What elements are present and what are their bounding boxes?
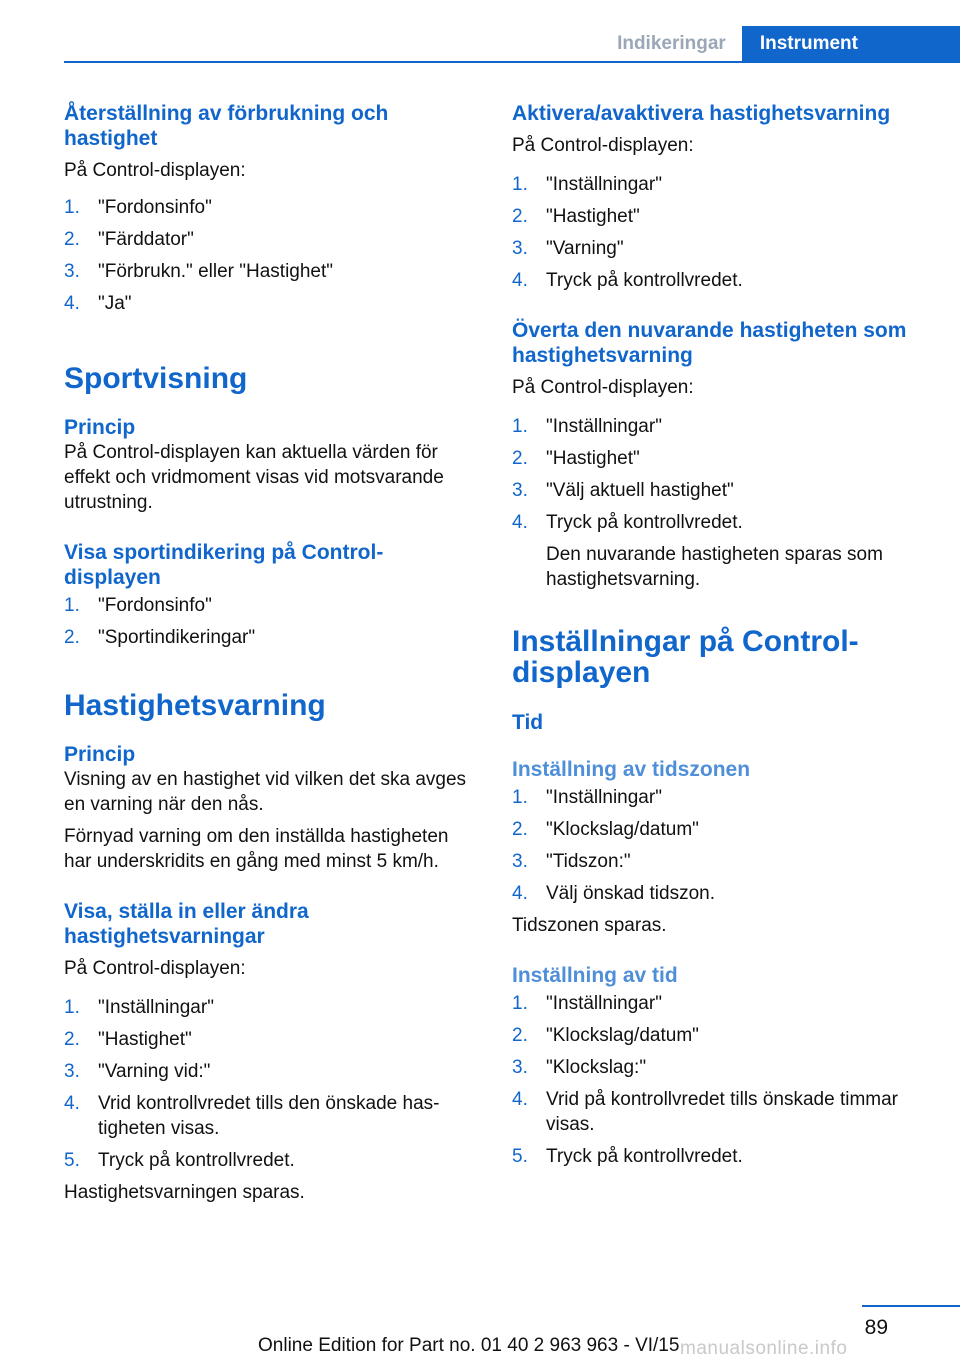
step-text: Tryck på kontrollvredet. [546,1146,743,1167]
take-steps [512,414,922,535]
list-item [64,593,468,618]
list-item [512,1144,922,1169]
step-text: "Fordonsinfo" [98,595,212,616]
list-item [512,236,922,261]
settings-title: Inställningar på Control-displayen [512,625,859,689]
step-number: 3. [64,1061,80,1082]
list-item [64,625,468,650]
list-item [64,1059,468,1084]
step-number: 2. [512,1025,528,1046]
step-number: 3. [64,261,80,282]
step-number: 2. [64,627,80,648]
edition-text: Online Edition for Part no. 01 40 2 963 963 - VI/15 [258,1335,680,1356]
step-text: "Hastighet" [98,1029,192,1050]
step-text: "Hastighet" [546,206,640,227]
hv-set-heading: Visa, ställa in eller ändra hastighetsvarningar [64,900,309,948]
hv-princip-heading: Princip [64,743,136,766]
hv-set-intro: På Control-displayen: [64,958,246,979]
step-number: 4. [512,1089,528,1110]
step-text: Tryck på kontrollvredet. [546,270,743,291]
list-item [512,785,922,810]
step-number: 5. [512,1146,528,1167]
list-item [512,172,922,197]
list-item [64,1091,468,1141]
left-column [64,101,468,1205]
step-text: "Färddator" [98,229,194,250]
list-item [64,1027,468,1052]
tz-steps [512,785,922,906]
header-rule [64,61,960,63]
list-item [512,268,922,293]
step-number: 4. [64,293,80,314]
list-item [64,291,468,316]
sport-show-heading: Visa sportindikering på Control-displayen [64,541,384,589]
step-text: Vrid på kontrollvredet tills önskade timmar visas. [546,1089,898,1135]
step-number: 1. [512,416,528,437]
list-item [512,881,922,906]
sport-princip-heading: Princip [64,416,136,439]
step-number: 4. [512,883,528,904]
step-number: 1. [64,997,80,1018]
header-tabs [617,26,960,61]
step-number: 1. [64,197,80,218]
step-number: 2. [64,229,80,250]
step-text: "Tidszon:" [546,851,631,872]
time-steps [512,991,922,1169]
sport-title: Sportvisning [64,362,248,395]
tz-heading: Inställning av tidszonen [512,758,751,781]
step-text: Tryck på kontrollvredet. [98,1150,295,1171]
step-number: 3. [512,480,528,501]
step-number: 4. [64,1093,80,1114]
step-number: 4. [512,270,528,291]
step-number: 2. [512,448,528,469]
hv-title: Hastighetsvarning [64,689,326,722]
reset-intro: På Control-displayen: [64,160,246,181]
step-text: "Inställningar" [546,787,662,808]
step-text: "Inställningar" [546,174,662,195]
reset-heading: Återställning av förbrukning och hastighet [64,102,389,150]
list-item [512,1055,922,1080]
step-text: "Ja" [98,293,132,314]
list-item [64,1148,468,1173]
step-text: "Inställningar" [546,416,662,437]
step-number: 1. [512,174,528,195]
list-item [64,259,468,284]
right-column [512,101,922,1176]
step-number: 3. [512,851,528,872]
step-text: "Hastighet" [546,448,640,469]
list-item [512,414,922,439]
watermark: manualsonline.info [680,1338,848,1359]
list-item [512,510,922,535]
list-item [512,849,922,874]
step-number: 5. [64,1150,80,1171]
hv-set-outro: Hastighetsvarningen sparas. [64,1182,305,1203]
act-intro: På Control-displayen: [512,135,694,156]
tz-outro: Tidszonen sparas. [512,915,667,936]
section-tab: Indikeringar [617,33,726,54]
step-number: 1. [512,787,528,808]
list-item [64,995,468,1020]
list-item [512,446,922,471]
step-text: Tryck på kontrollvredet. [546,512,743,533]
step-text: "Klockslag:" [546,1057,647,1078]
tid-heading: Tid [512,711,544,734]
list-item [512,1087,922,1137]
footer-rule [862,1305,960,1307]
reset-steps [64,195,468,316]
step-text: "Fordonsinfo" [98,197,212,218]
list-item [512,991,922,1016]
step-text: "Sportindikeringar" [98,627,256,648]
list-item [512,817,922,842]
step-number: 1. [64,595,80,616]
step-number: 3. [512,238,528,259]
hv-set-steps [64,995,468,1173]
list-item [64,195,468,220]
sport-princip-text: På Control-displayen kan aktuella värden för effekt och vridmoment visas vid motsvarande utrustning. [64,442,444,513]
step-text: "Inställningar" [546,993,662,1014]
step-number: 3. [512,1057,528,1078]
take-intro: På Control-displayen: [512,377,694,398]
step-text: "Klockslag/datum" [546,819,699,840]
step-number: 2. [512,819,528,840]
list-item [512,478,922,503]
list-item [512,1023,922,1048]
step-text: "Välj aktuell hastighet" [546,480,734,501]
sport-show-steps [64,593,468,650]
take-note: Den nuvarande hastigheten sparas som hastighetsvarning. [546,544,883,590]
step-text: Vrid kontrollvredet tills den önskade hastigheten visas. [98,1093,440,1139]
step-number: 4. [512,512,528,533]
step-text: "Förbrukn." eller "Hastighet" [98,261,334,282]
chapter-tab: Instrument [742,26,960,61]
hv-princip-text1: Visning av en hastighet vid vilken det ska avges en varning när den nås. [64,769,467,815]
list-item [64,227,468,252]
step-text: Välj önskad tidszon. [546,883,715,904]
time-heading: Inställning av tid [512,964,678,987]
hv-princip-text2: Förnyad varning om den inställda hastigheten har underskridits en gång med minst 5 km/h. [64,826,449,872]
step-number: 1. [512,993,528,1014]
take-heading: Överta den nuvarande hastigheten som hastighetsvarning [512,319,907,367]
step-text: "Klockslag/datum" [546,1025,699,1046]
step-text: "Varning" [546,238,624,259]
act-heading: Aktivera/avaktivera hastighetsvarning [512,102,891,125]
page-number: 89 [864,1316,888,1339]
act-steps [512,172,922,293]
list-item [512,204,922,229]
step-number: 2. [512,206,528,227]
step-number: 2. [64,1029,80,1050]
step-text: "Inställningar" [98,997,214,1018]
step-text: "Varning vid:" [98,1061,211,1082]
